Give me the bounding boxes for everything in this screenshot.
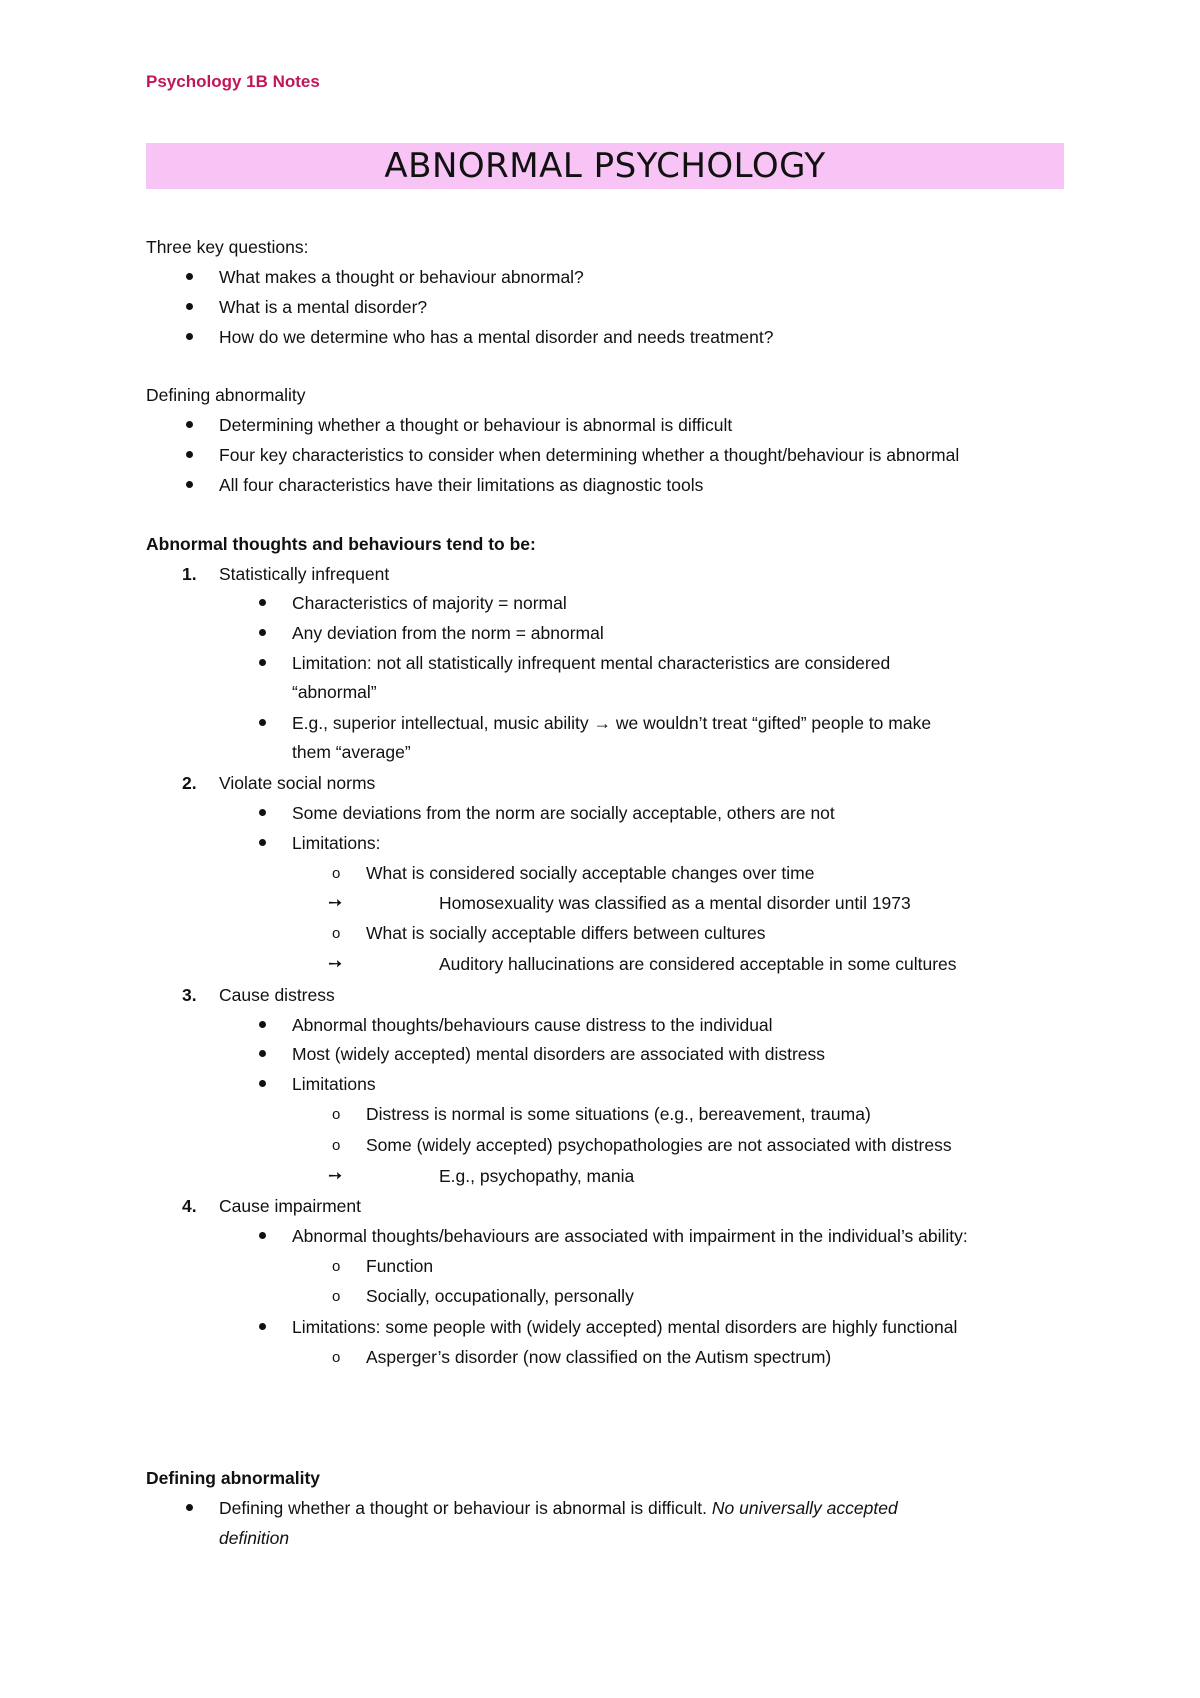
list-item: Four key characteristics to consider when determining whether a thought/behaviour is abnormal: [219, 445, 960, 465]
bullet-icon: [259, 1232, 266, 1239]
hollow-circle-bullet-icon: o: [332, 1137, 341, 1154]
list-item: Limitation: not all statistically infrequent mental characteristics are considered: [292, 653, 891, 673]
list-item: Characteristics of majority = normal: [292, 593, 567, 613]
sub-list-item: Function: [366, 1256, 434, 1276]
list-item: Any deviation from the norm = abnormal: [292, 623, 604, 643]
sub-list-item: Auditory hallucinations are considered acceptable in some cultures: [439, 954, 957, 974]
list-number: 1.: [182, 564, 197, 584]
page-title: ABNORMAL PSYCHOLOGY: [384, 146, 826, 186]
bullet-icon: [186, 421, 193, 428]
bullet-icon: [259, 629, 266, 636]
bullet-icon: [259, 839, 266, 846]
list-item-emphasis: No universally accepted: [711, 1498, 898, 1518]
list-item-continuation: them “average”: [292, 742, 411, 762]
bullet-icon: [186, 1504, 193, 1511]
hollow-circle-bullet-icon: o: [332, 1288, 341, 1305]
list-item: How do we determine who has a mental disorder and needs treatment?: [219, 327, 774, 347]
sub-list-item: Asperger’s disorder (now classified on the Autism spectrum): [366, 1347, 832, 1367]
hollow-circle-bullet-icon: o: [332, 1349, 341, 1366]
list-item: Most (widely accepted) mental disorders are associated with distress: [292, 1044, 825, 1064]
hollow-circle-bullet-icon: o: [332, 865, 341, 882]
list-number: 3.: [182, 985, 197, 1005]
bullet-icon: [186, 451, 193, 458]
bullet-icon: [259, 1021, 266, 1028]
bullet-icon: [186, 303, 193, 310]
section-heading-defining-bold: Defining abnormality: [146, 1468, 321, 1488]
list-item: Abnormal thoughts/behaviours cause distress to the individual: [292, 1015, 773, 1035]
hollow-circle-bullet-icon: o: [332, 925, 341, 942]
section-heading-defining: Defining abnormality: [146, 385, 306, 405]
bullet-icon: [186, 333, 193, 340]
document-header: Psychology 1B Notes: [146, 72, 320, 91]
list-item: Limitations: [292, 1074, 376, 1094]
list-number: 4.: [182, 1196, 197, 1216]
list-item: E.g., superior intellectual, music ability → we wouldn’t treat “gifted” people to make: [292, 713, 932, 733]
sub-list-item: Homosexuality was classified as a mental disorder until 1973: [439, 893, 911, 913]
arrow-right-icon: ➙: [328, 893, 343, 912]
sub-list-item: Distress is normal is some situations (e.g., bereavement, trauma): [366, 1104, 871, 1124]
bullet-icon: [259, 1323, 266, 1330]
title-band: [146, 143, 1064, 189]
bullet-icon: [259, 809, 266, 816]
sub-list-item: What is socially acceptable differs between cultures: [366, 923, 766, 943]
list-number: 2.: [182, 773, 197, 793]
bullet-icon: [259, 719, 266, 726]
numbered-item-label: Cause impairment: [219, 1196, 361, 1216]
list-item: Some deviations from the norm are socially acceptable, others are not: [292, 803, 835, 823]
sub-list-item: Socially, occupationally, personally: [366, 1286, 634, 1306]
numbered-item-label: Statistically infrequent: [219, 564, 390, 584]
sub-list-item: E.g., psychopathy, mania: [439, 1166, 635, 1186]
bullet-icon: [186, 273, 193, 280]
numbered-item-label: Cause distress: [219, 985, 335, 1005]
list-item: What is a mental disorder?: [219, 297, 428, 317]
list-item: [219, 1496, 898, 1520]
bullet-icon: [259, 1080, 266, 1087]
list-item: Limitations:: [292, 833, 381, 853]
section-heading-characteristics: Abnormal thoughts and behaviours tend to be:: [146, 534, 536, 554]
bullet-icon: [259, 659, 266, 666]
arrow-right-icon: ➙: [328, 954, 343, 973]
list-item: Limitations: some people with (widely accepted) mental disorders are highly functional: [292, 1317, 958, 1337]
list-item-continuation: definition: [219, 1528, 290, 1548]
list-item: Abnormal thoughts/behaviours are associated with impairment in the individual’s ability:: [292, 1226, 968, 1246]
list-item-text: Defining whether a thought or behaviour is abnormal is difficult.: [219, 1498, 708, 1518]
list-item: What makes a thought or behaviour abnormal?: [219, 267, 584, 287]
numbered-item-label: Violate social norms: [219, 773, 376, 793]
list-item: Determining whether a thought or behaviour is abnormal is difficult: [219, 415, 733, 435]
section-heading-questions: Three key questions:: [146, 237, 309, 257]
hollow-circle-bullet-icon: o: [332, 1258, 341, 1275]
sub-list-item: Some (widely accepted) psychopathologies are not associated with distress: [366, 1135, 952, 1155]
bullet-icon: [259, 599, 266, 606]
arrow-right-icon: ➙: [328, 1166, 343, 1185]
list-item: All four characteristics have their limitations as diagnostic tools: [219, 475, 704, 495]
sub-list-item: What is considered socially acceptable changes over time: [366, 863, 815, 883]
hollow-circle-bullet-icon: o: [332, 1106, 341, 1123]
bullet-icon: [259, 1050, 266, 1057]
bullet-icon: [186, 481, 193, 488]
list-item-continuation: “abnormal”: [292, 682, 377, 702]
